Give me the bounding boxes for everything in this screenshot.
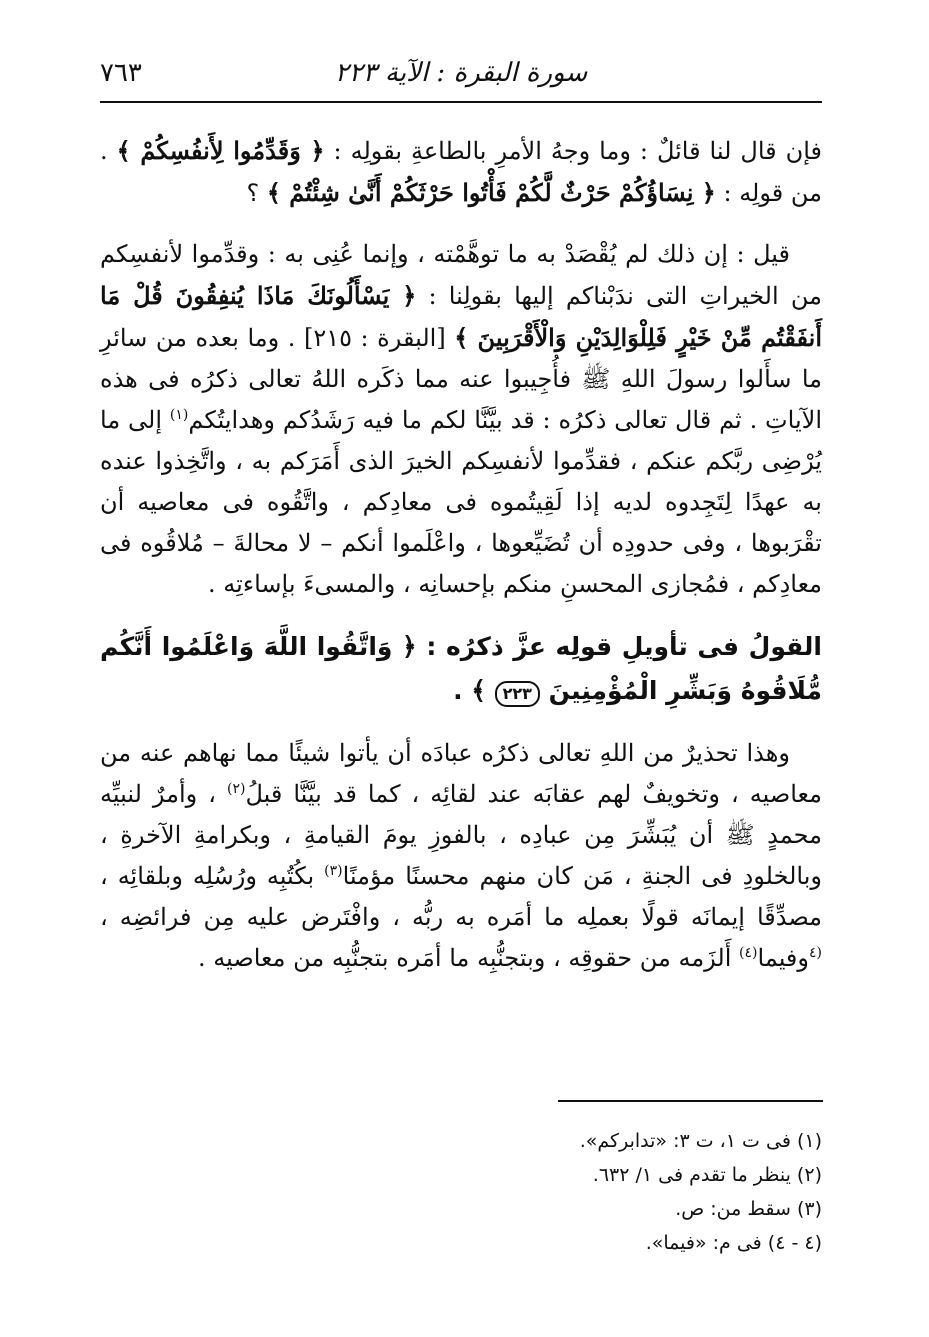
text: فإن قال لنا قائلٌ : وما وجهُ الأمرِ بالطاعةِ بقولِه : [324, 137, 823, 165]
quran-verse: ﴿ وَقَدِّمُوا لِأَنفُسِكُمْ ﴾ [116, 136, 325, 165]
footnotes [100, 1124, 822, 1260]
footnote-ref: (٢) [227, 781, 246, 797]
paragraph-2 [100, 234, 822, 605]
body-text [100, 130, 822, 999]
page-number: ٧٦٣ [100, 58, 142, 88]
quran-verse: ﴿ وَاتَّقُوا اللَّهَ وَاعْلَمُوا أَنَّكُم مُّلَاقُوهُ وَبَشِّرِ الْمُؤْمِنِينَ [100, 632, 822, 705]
text: وهذا تحذيرٌ من اللهِ تعالى ذكرُه عبادَه أن يأتوا شيئًا مما نهاهم عنه من معاصيه ، وتخويفٌ لهم عقابَه عند لقائِه ، كما قد بيَّنَّا قبلُ [100, 739, 822, 808]
ayah-number: ٢٢٣ [495, 681, 540, 707]
footnote-rule [558, 1100, 823, 1102]
text: قيل : إن ذلك لم يُقْصَدْ به ما توهَّمْته ، وإنما عُنِى به : وقدِّموا لأنفسِكم من الخيراتِ التى ندَبْناكم إليها بقولِنا : [100, 240, 822, 310]
footnote-3: (٣) سقط من: ص. [675, 1198, 822, 1220]
footnote-1: (١) فى ت ١، ت ٣: «تدابركم». [579, 1130, 822, 1152]
page-header [100, 52, 822, 100]
running-title: سورة البقرة : الآية ٢٢٣ [334, 58, 588, 88]
paragraph-1 [100, 130, 822, 214]
quran-verse: ﴿ نِسَاؤُكُمْ حَرْثٌ لَّكُمْ فَأْتُوا حَرْثَكُمْ أَنَّىٰ شِئْتُمْ ﴾ [266, 178, 716, 207]
text: . من قولِه : [100, 137, 822, 207]
paragraph-3 [100, 733, 822, 979]
text: ؟ [246, 179, 267, 207]
citation: [البقرة : ٢١٥] [295, 324, 455, 352]
footnote-ref: (٤) [739, 945, 758, 961]
text: بكُتُبِه ورُسُلِه وبلقائِه ، مصدِّقًا إيمانَه قولًا بعملِه ما أمَره به ربُّه ، وافْتَرض عليه مِن فرائضِه ، [100, 862, 823, 931]
footnote-4: (٤ - ٤) فى م: «فيما». [645, 1232, 822, 1254]
text: أَلزَمه من حقوقِه ، وبتجنُّبِه ما أمَره بتجنُّبِه من معاصيه . [197, 944, 740, 972]
text: إلى ما يُرْضِى ربَّكم عنكم ، فقدِّموا لأنفسِكم الخيرَ الذى أَمَرَكم به ، واتَّخِذوا عنده به عهدًا لِتَجِدوه لديه إذا لَقِيتُموه فى معادِكم ، واتَّقُوه فى معاصيه أن تقْرَبوها ، وفى حدودِه أن تُضَيِّعوها ، واعْلَموا أنكم – لا محالةَ – مُلاقُوه فى معادِكم ، فمُجازى المحسنِ منكم بإحسانِه ، والمسىءَ بإساءتِه . [100, 406, 822, 598]
text: وفيما [757, 944, 809, 972]
section-heading [100, 625, 822, 713]
quran-verse: ﴿ يَسْأَلُونَكَ مَاذَا يُنفِقُونَ قُلْ مَا أَنفَقْتُم مِّنْ خَيْرٍ فَلِلْوَالِدَيْنِ وَالْأَقْرَبِينَ ﴾ [100, 281, 823, 352]
header-rule [100, 101, 822, 103]
footnote-2: (٢) ينظر ما تقدم فى ١/ ٦٣٢. [592, 1164, 822, 1186]
heading-text: القولُ فى تأويلِ قولِه عزَّ ذكرُه : [416, 632, 822, 661]
footnote-ref: (١) [169, 407, 189, 423]
text: . وما بعده من سائرِ ما سأَلوا رسولَ اللهِ ﷺ فأُجِيبوا عنه مما ذكَره اللهُ تعالى ذكرُه فى هذه الآياتِ . ثم قال تعالى ذكرُه : قد بيَّنَّا لكم ما فيه رَشَدُكم وهدايتُكم [100, 324, 823, 434]
text: ، وأمرٌ لنبيِّه محمدٍ ﷺ أن يُبَشِّرَ مِن عبادِه ، بالفوزِ يومَ القيامةِ ، وبكرامةِ الآخرةِ ، وبالخلودِ فى الجنةِ ، مَن كان منهم محسنًا مؤمنًا [100, 780, 822, 890]
footnote-ref: (٣) [324, 863, 343, 879]
footnote-ref: (٤ [809, 945, 822, 961]
heading-end: ﴾ . [453, 676, 495, 705]
